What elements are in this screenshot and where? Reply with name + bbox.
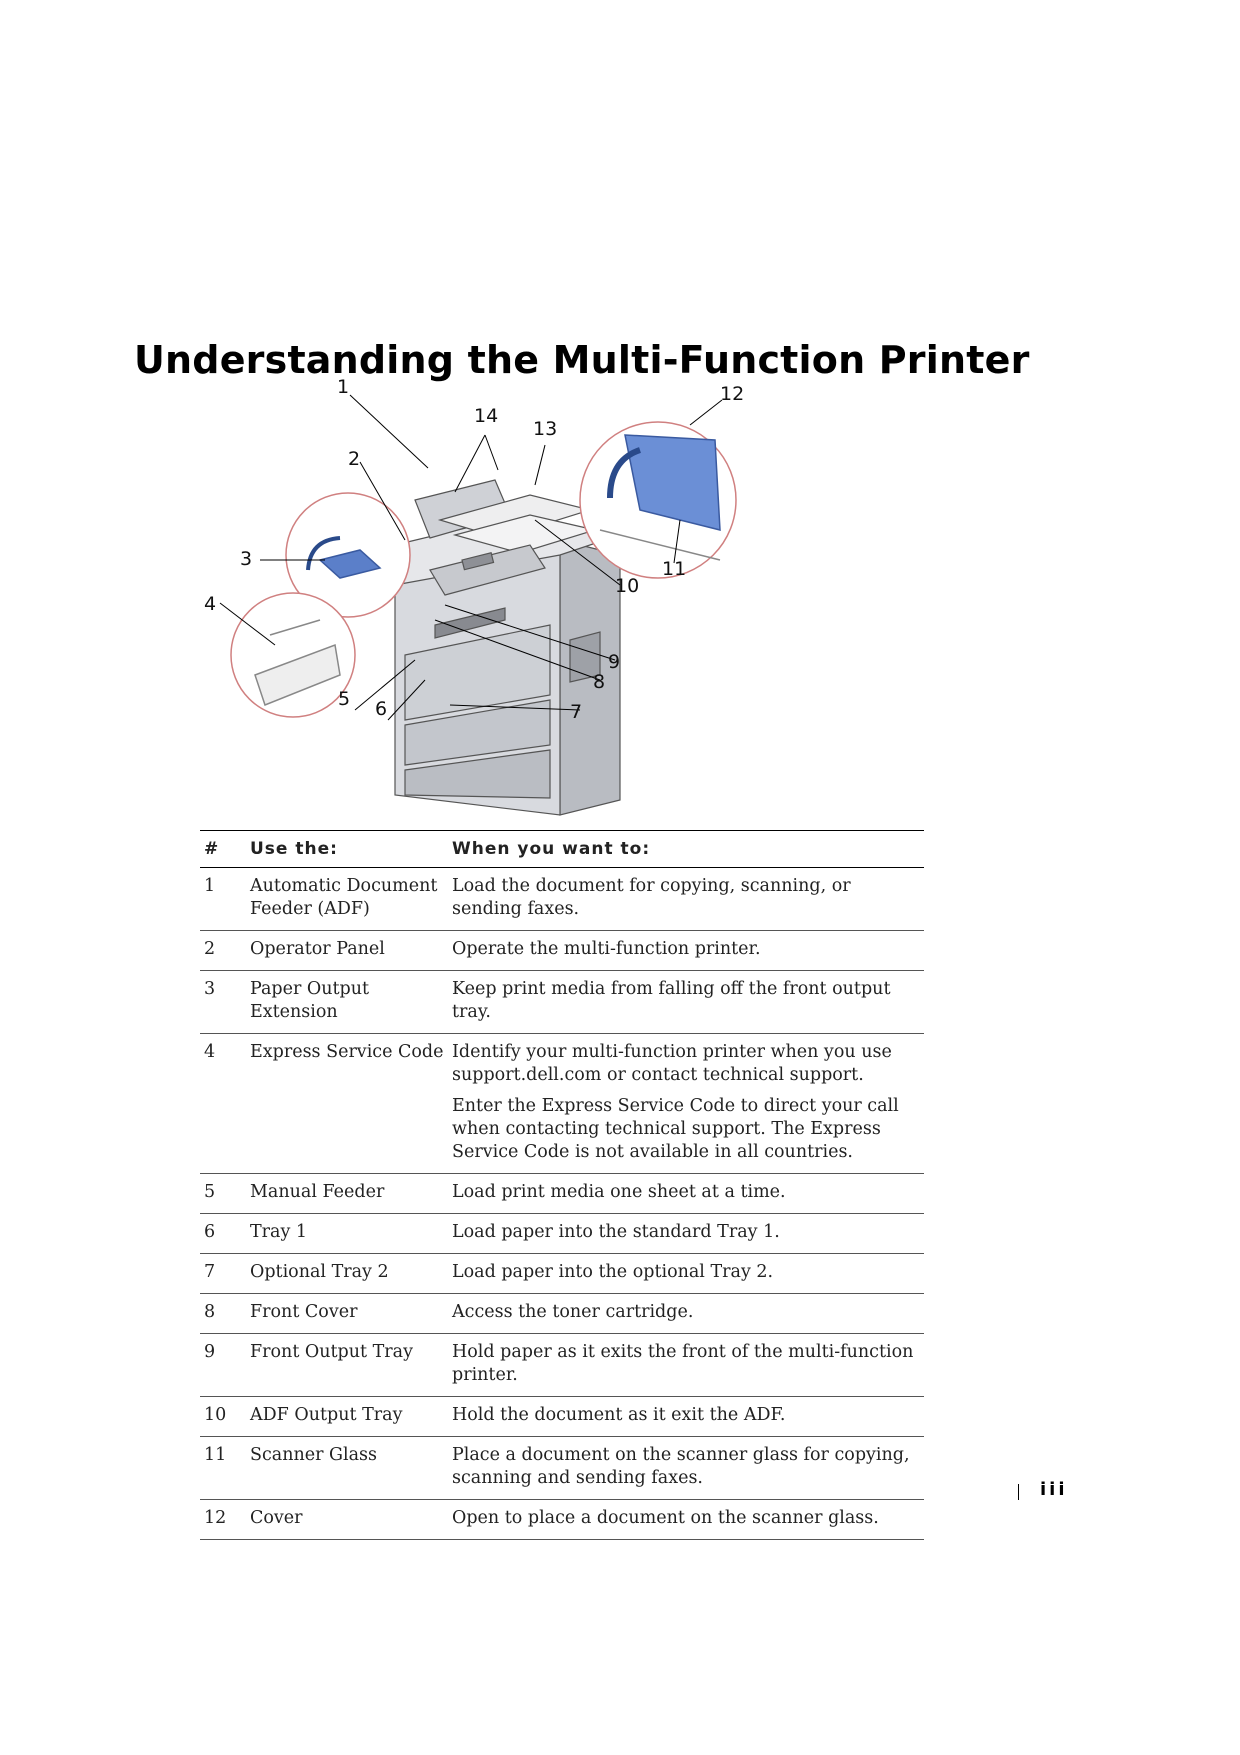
page-number: iii xyxy=(1040,1479,1068,1500)
callout-2: 2 xyxy=(348,448,361,470)
callout-14: 14 xyxy=(474,405,499,427)
callout-3: 3 xyxy=(240,548,253,570)
table-row xyxy=(200,1500,924,1540)
description-paragraph: Load print media one sheet at a time. xyxy=(452,1182,786,1202)
row-number: 7 xyxy=(200,1254,246,1294)
inset-scanner-cover xyxy=(580,422,736,578)
description-paragraph: Access the toner cartridge. xyxy=(452,1302,694,1322)
table-row xyxy=(200,1397,924,1437)
row-description xyxy=(448,1437,924,1500)
description-paragraph: Hold the document as it exit the ADF. xyxy=(452,1405,786,1425)
row-description xyxy=(448,1174,924,1214)
callout-13: 13 xyxy=(533,418,558,440)
row-number: 4 xyxy=(200,1034,246,1174)
description-paragraph: Enter the Express Service Code to direct your call when contacting technical support. The Express Service Code is not available in all countries. xyxy=(452,1096,899,1162)
row-number: 2 xyxy=(200,931,246,971)
row-description xyxy=(448,868,924,931)
header-use: Use the: xyxy=(246,831,448,868)
callout-8: 8 xyxy=(593,671,606,693)
description-paragraph: Load the document for copying, scanning, or sending faxes. xyxy=(452,876,851,919)
table-row xyxy=(200,1294,924,1334)
description-paragraph: Hold paper as it exits the front of the multi-function printer. xyxy=(452,1342,914,1385)
table-row xyxy=(200,1214,924,1254)
row-component: Paper Output Extension xyxy=(246,971,448,1034)
callout-12: 12 xyxy=(720,383,745,405)
row-description xyxy=(448,1034,924,1174)
row-number: 10 xyxy=(200,1397,246,1437)
table-header-row xyxy=(200,831,924,868)
row-number: 9 xyxy=(200,1334,246,1397)
description-paragraph: Open to place a document on the scanner glass. xyxy=(452,1508,879,1528)
header-purpose: When you want to: xyxy=(448,831,924,868)
callout-10: 10 xyxy=(615,575,640,597)
callout-7: 7 xyxy=(570,701,583,723)
callout-4: 4 xyxy=(204,593,217,615)
row-description xyxy=(448,931,924,971)
description-paragraph: Operate the multi-function printer. xyxy=(452,939,761,959)
printer-diagram xyxy=(200,376,850,820)
row-number: 5 xyxy=(200,1174,246,1214)
row-component: Scanner Glass xyxy=(246,1437,448,1500)
table-row xyxy=(200,1254,924,1294)
row-component: Operator Panel xyxy=(246,931,448,971)
row-description xyxy=(448,1397,924,1437)
row-description xyxy=(448,1500,924,1540)
footer-divider xyxy=(1018,1484,1019,1500)
row-number: 6 xyxy=(200,1214,246,1254)
callout-9: 9 xyxy=(608,651,621,673)
row-component: Optional Tray 2 xyxy=(246,1254,448,1294)
description-paragraph: Keep print media from falling off the front output tray. xyxy=(452,979,891,1022)
table-row xyxy=(200,1034,924,1174)
description-paragraph: Load paper into the optional Tray 2. xyxy=(452,1262,774,1282)
row-description xyxy=(448,1294,924,1334)
description-paragraph: Load paper into the standard Tray 1. xyxy=(452,1222,780,1242)
row-component: Front Cover xyxy=(246,1294,448,1334)
row-component: ADF Output Tray xyxy=(246,1397,448,1437)
table-row xyxy=(200,1437,924,1500)
callout-6: 6 xyxy=(375,698,388,720)
table-row xyxy=(200,868,924,931)
callout-11: 11 xyxy=(662,558,687,580)
row-component: Tray 1 xyxy=(246,1214,448,1254)
table-row xyxy=(200,971,924,1034)
row-description xyxy=(448,971,924,1034)
inset-service-code xyxy=(231,593,355,717)
row-component: Front Output Tray xyxy=(246,1334,448,1397)
table-row xyxy=(200,931,924,971)
row-number: 12 xyxy=(200,1500,246,1540)
parts-table-body xyxy=(200,868,924,1540)
row-number: 3 xyxy=(200,971,246,1034)
row-component: Cover xyxy=(246,1500,448,1540)
row-component: Automatic Document Feeder (ADF) xyxy=(246,868,448,931)
description-paragraph: Place a document on the scanner glass for copying, scanning and sending faxes. xyxy=(452,1445,910,1488)
row-number: 8 xyxy=(200,1294,246,1334)
table-row xyxy=(200,1334,924,1397)
row-description xyxy=(448,1214,924,1254)
callout-1: 1 xyxy=(337,376,350,398)
callout-5: 5 xyxy=(338,688,351,710)
header-number: # xyxy=(200,831,246,868)
table-row xyxy=(200,1174,924,1214)
row-description xyxy=(448,1334,924,1397)
row-component: Express Service Code xyxy=(246,1034,448,1174)
row-description xyxy=(448,1254,924,1294)
parts-table xyxy=(200,830,924,1540)
row-number: 11 xyxy=(200,1437,246,1500)
row-component: Manual Feeder xyxy=(246,1174,448,1214)
row-number: 1 xyxy=(200,868,246,931)
page-title: Understanding the Multi-Function Printer xyxy=(134,338,1030,382)
description-paragraph: Identify your multi-function printer when you use support.dell.com or contact technical support. xyxy=(452,1042,892,1085)
